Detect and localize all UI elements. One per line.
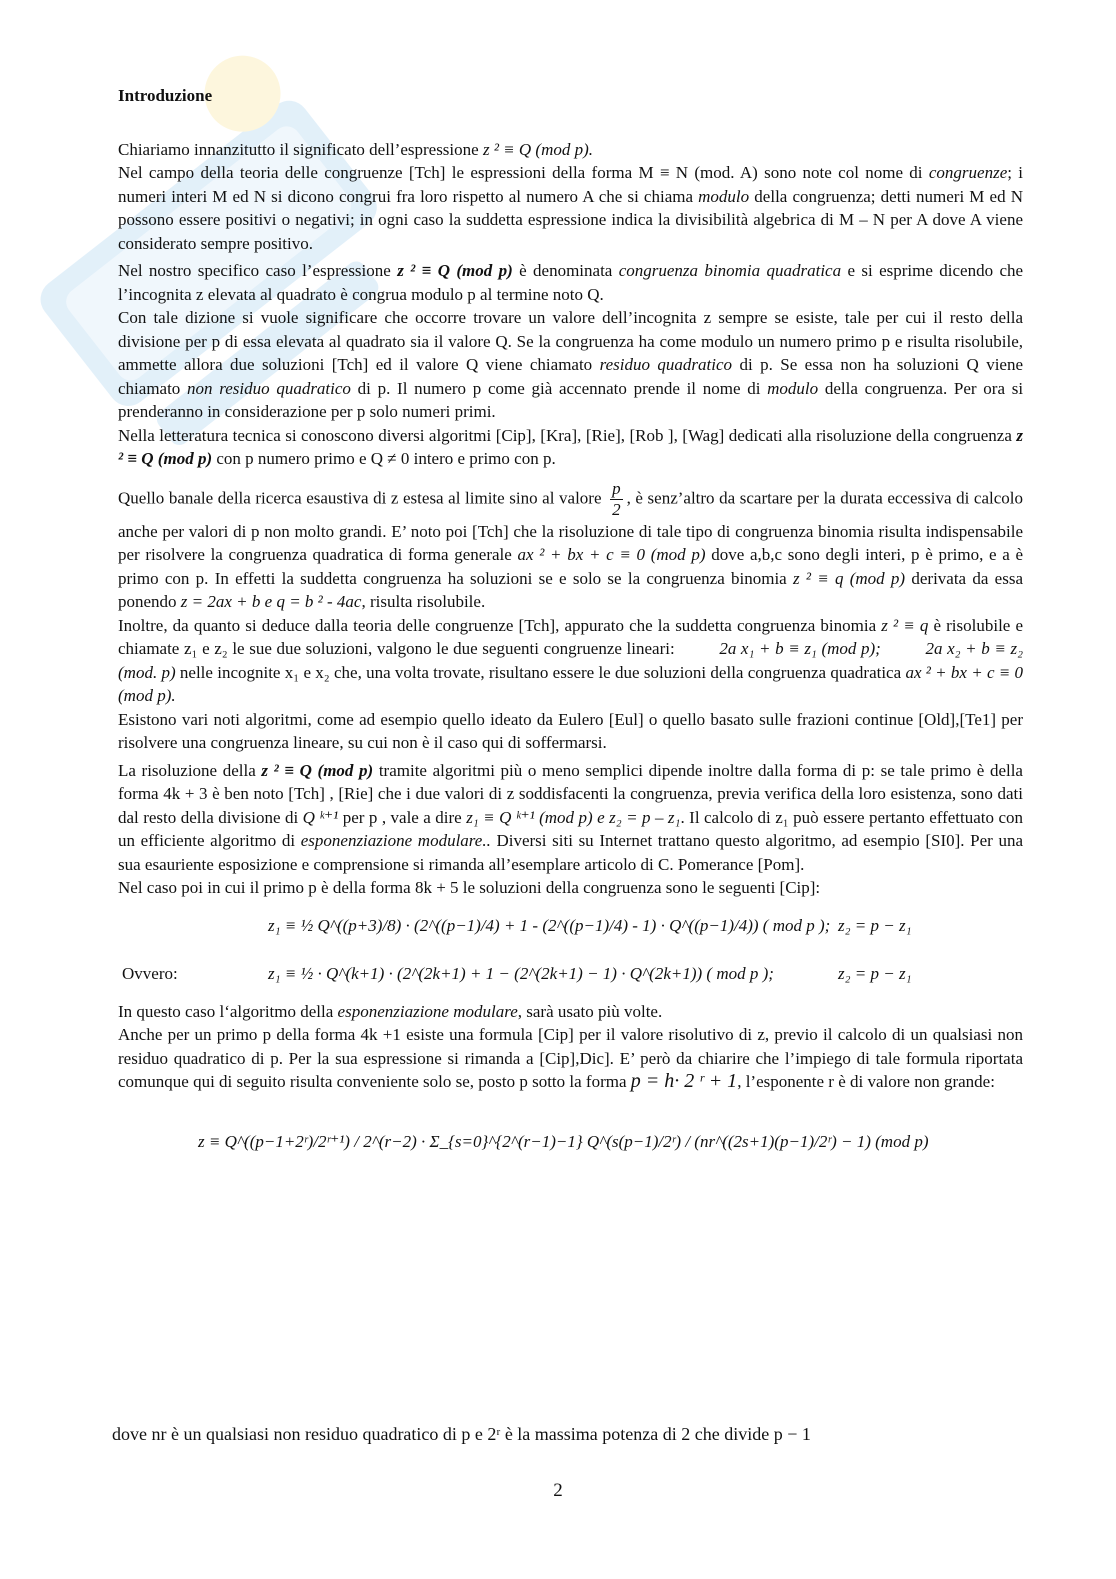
formula-8k5: z₁ ≡ ½ Q^((p+3)/8) · (2^((p−1)/4) + 1 - (2^((p−1)/4) - 1) · Q^((p−1)/4)) ( mod p ); z₂ = p − z₁ xyxy=(268,915,912,935)
formula-4k1: z ≡ Q^((p−1+2ʳ)/2ʳ⁺¹) / 2^(r−2) · Σ_{s=0}^{2^(r−1)−1} Q^(s(p−1)/2ʳ) / (nr^((2s+1)(p−1)/2ʳ) − 1) (mod p) xyxy=(198,1131,929,1151)
document-body xyxy=(118,84,1023,1192)
closing-line: dove nr è un qualsiasi non residuo quadratico di p e 2ʳ è la massima potenza di 2 che divide p − 1 xyxy=(112,1424,811,1444)
paragraph-5: Inoltre, da quanto si deduce dalla teoria delle congruenze [Tch], appurato che la suddetta congruenza binomia z ² ≡ q è risolubile e chiamate z₁ e z₂ le sue due soluzioni, valgono le due seguenti congruenze lineari: 2a x₁ + b ≡ z₁ (mod p); 2a x₂ + b ≡ z₂ (mod. p) nelle incognite x₁ e x₂ che, una volta trovate, risultano essere le due soluzioni della congruenza quadratica ax ² + bx + c ≡ 0 (mod p). Esistono vari noti algoritmi, come ad esempio quello ideato da Eulero [Eul] o quello basato sulle frazioni continue [Old],[Te1] per risolvere una congruenza lineare, su cui non è il caso qui di soffermarsi. xyxy=(118,615,1024,752)
formula-ovvero: Ovvero: z₁ ≡ ½ · Q^(k+1) · (2^(2k+1) + 1 − (2^(2k+1) − 1) · Q^(2k+1)) ( mod p ); z₂ = p − z₁ xyxy=(122,963,912,983)
paragraph-1: Chiariamo innanzitutto il significato dell’espressione z ² ≡ Q (mod p). Nel campo della teoria delle congruenze [Tch] le espressioni della forma M ≡ N (mod. A) sono note col nome di congruenze; i numeri interi M ed N si dicono congrui fra loro rispetto al numero A che si chiama modulo della congruenza; detti numeri M ed N possono essere positivi o negativi; in ogni caso la suddetta espressione indica la divisibilità algebrica di M – N per A dove A viene considerato sempre positivo. xyxy=(118,139,1024,253)
paragraph-4: Quello banale della ricerca esaustiva di z estesa al limite sino al valore $\frac{p}{2}$ , è senz’altro da scartare per la durata eccessiva di calcolo anche per valori di p non molto grandi. E’ noto poi [Tch] che la risoluzione di tale tipo di congruenza binomia risulta indispensabile per risolvere la congruenza quadratica di forma generale ax ² + bx + c ≡ 0 (mod p) dove a,b,c sono degli interi, p è primo, e a è primo con p. In effetti la suddetta congruenza ha soluzioni se e solo se la congruenza binomia z ² ≡ q (mod p) derivata da essa ponendo z = 2ax + b e q = b ² - 4ac, risulta risolubile. xyxy=(118,478,1024,611)
fraction-p-over-2: $\frac{p}{2}$ xyxy=(612,478,621,519)
paragraph-2: Nel nostro specifico caso l’espressione z ² ≡ Q (mod p) è denominata congruenza binomia quadratica e si esprime dicendo che l’incognita z elevata al quadrato è congrua modulo p al termine noto Q. Con tale dizione si vuole significare che occorre trovare un valore dell’incognita z sempre se esiste, tale per cui il resto della divisione per p di essa elevata al quadrato sia il valore Q. Se la congruenza ha come modulo un numero primo p e risulta risolubile, ammette allora due soluzioni [Tch] ed il valore Q viene chiamato residuo quadratico di p. Se essa non ha soluzioni Q viene chiamato non residuo quadratico di p. Il numero p come già accennato prende il nome di modulo della congruenza. Per ora si prenderanno in considerazione per p solo numeri primi. xyxy=(118,261,1024,421)
page-number: 2 xyxy=(553,1480,563,1501)
paragraph-3: Nella letteratura tecnica si conoscono diversi algoritmi [Cip], [Kra], [Rie], [Rob ], [Wag] dedicati alla risoluzione della congruenza z ² ≡ Q (mod p) con p numero primo e Q ≠ 0 intero e primo con p. xyxy=(118,425,1023,468)
paragraph-7: In questo caso l‘algoritmo della esponenziazione modulare, sarà usato più volte. Anche per un primo p della forma 4k +1 esiste una formula [Cip] per il valore risolutivo di z, previo il calcolo di un qualsiasi non residuo quadratico di p. Per la sua espressione si rimanda a [Cip],Dic]. E’ però da chiarire che l’impiego di tale formula riportata comunque qui di seguito risulta conveniente solo se, posto p sotto la forma p = h· 2 ʳ + 1, l’esponente r è di valore non grande: xyxy=(118,1001,1023,1092)
section-title: Introduzione xyxy=(118,86,213,105)
paragraph-6: La risoluzione della z ² ≡ Q (mod p) tramite algoritmi più o meno semplici dipende inoltre dalla forma di p: se tale primo è della forma 4k + 3 è ben noto [Tch] , [Rie] che i due valori di z soddisfacenti la congruenza, previa verifica della loro esistenza, sono dati dal resto della divisione di Q ᵏ⁺¹ per p , vale a dire z₁ ≡ Q ᵏ⁺¹ (mod p) e z₂ = p – z₁. Il calcolo di z₁ può essere pertanto effettuato con un efficiente algoritmo di esponenziazione modulare.. Diversi siti su Internet trattano questo algoritmo, ad esempio [SI0]. Per una sua esauriente esposizione e comprensione si rimanda all’esemplare articolo di C. Pomerance [Pom]. Nel caso poi in cui il primo p è della forma 8k + 5 le soluzioni della congruenza sono le seguenti [Cip]: xyxy=(118,760,1024,897)
